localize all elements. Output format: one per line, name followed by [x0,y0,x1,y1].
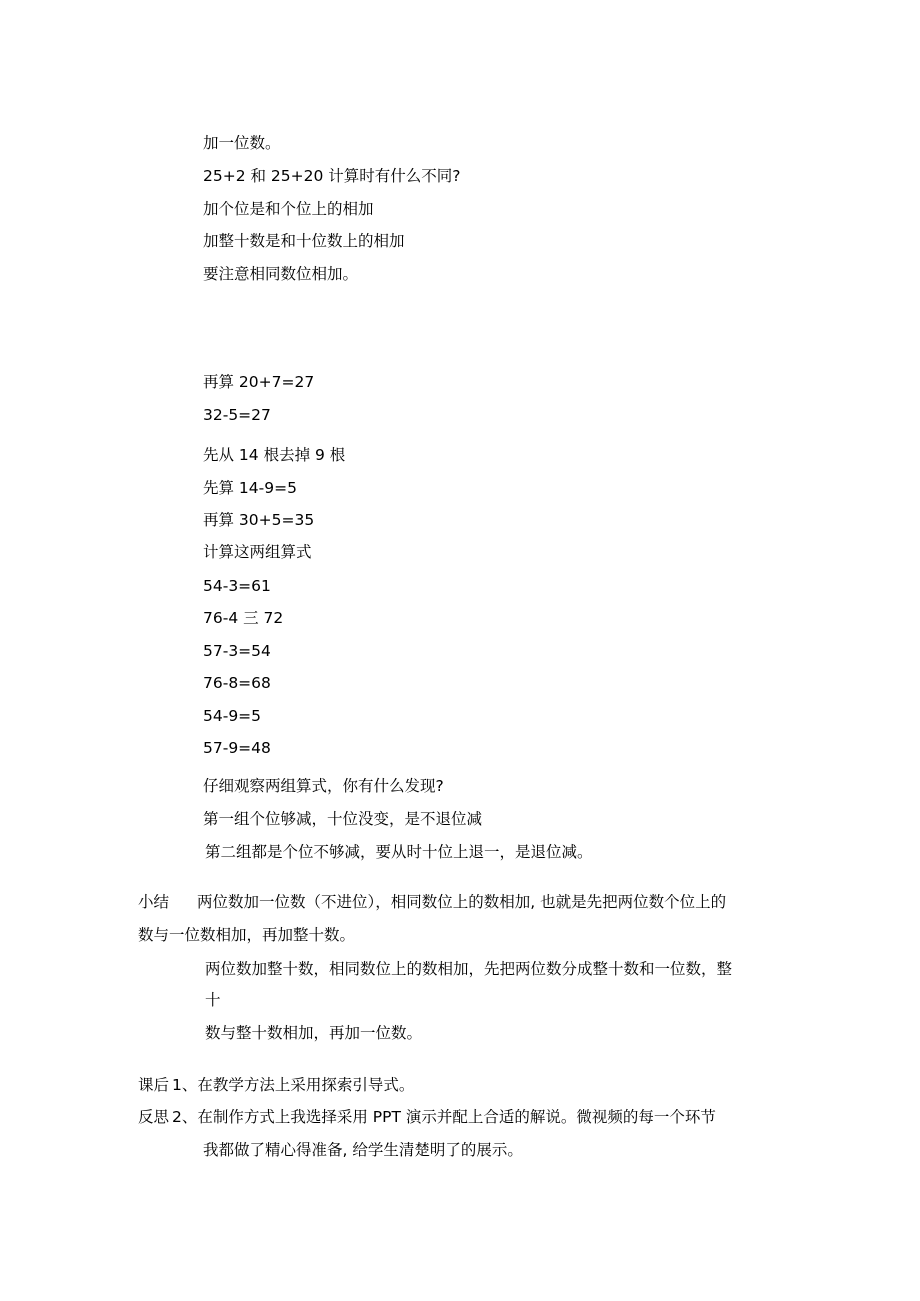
intro-line-5: 要注意相同数位相加。 [203,265,359,283]
example-line-1: 再算 20+7=27 [203,373,315,391]
summary-line-2: 数与一位数相加，再加整十数。 [138,926,356,944]
example-line-6: 计算这两组算式 [203,543,312,561]
summary-line-3: 两位数加整十数，相同数位上的数相加，先把两位数分成整十数和一位数，整 [205,960,733,978]
observation-question: 仔细观察两组算式，你有什么发现? [203,777,444,795]
intro-line-3: 加个位是和个位上的相加 [203,200,374,218]
reflection-item-2: 2、在制作方式上我选择采用 PPT 演示并配上合适的解说。微视频的每一个环节 [172,1108,716,1126]
equation-line-6: 57-9=48 [203,739,271,757]
summary-label: 小结 [138,893,170,911]
equation-line-1: 54-3=61 [203,577,271,595]
example-line-3: 先从 14 根去掉 9 根 [203,446,346,464]
reflection-label-1: 课后 [138,1076,170,1094]
example-line-2: 32-5=27 [203,406,271,424]
equation-line-5: 54-9=5 [203,707,262,725]
summary-line-5: 数与整十数相加，再加一位数。 [205,1024,423,1042]
example-line-5: 再算 30+5=35 [203,511,315,529]
intro-line-2: 25+2 和 25+20 计算时有什么不同? [203,167,461,185]
equation-line-3: 57-3=54 [203,642,271,660]
reflection-item-1: 1、在教学方法上采用探索引导式。 [172,1076,415,1094]
observation-group-2: 第二组都是个位不够减，要从时十位上退一，是退位减。 [205,843,593,861]
intro-line-1: 加一位数。 [203,134,281,152]
reflection-label-2: 反思 [138,1108,170,1126]
observation-group-1: 第一组个位够减，十位没变，是不退位减 [203,810,483,828]
equation-line-4: 76-8=68 [203,674,271,692]
example-line-4: 先算 14-9=5 [203,479,297,497]
intro-line-4: 加整十数是和十位数上的相加 [203,232,405,250]
summary-line-4: 十 [205,991,221,1009]
equation-line-2: 76-4 三 72 [203,609,284,627]
summary-line-1: 两位数加一位数（不进位），相同数位上的数相加, 也就是先把两位数个位上的 [197,893,727,911]
reflection-item-2-continued: 我都做了精心得准备, 给学生清楚明了的展示。 [203,1141,523,1159]
